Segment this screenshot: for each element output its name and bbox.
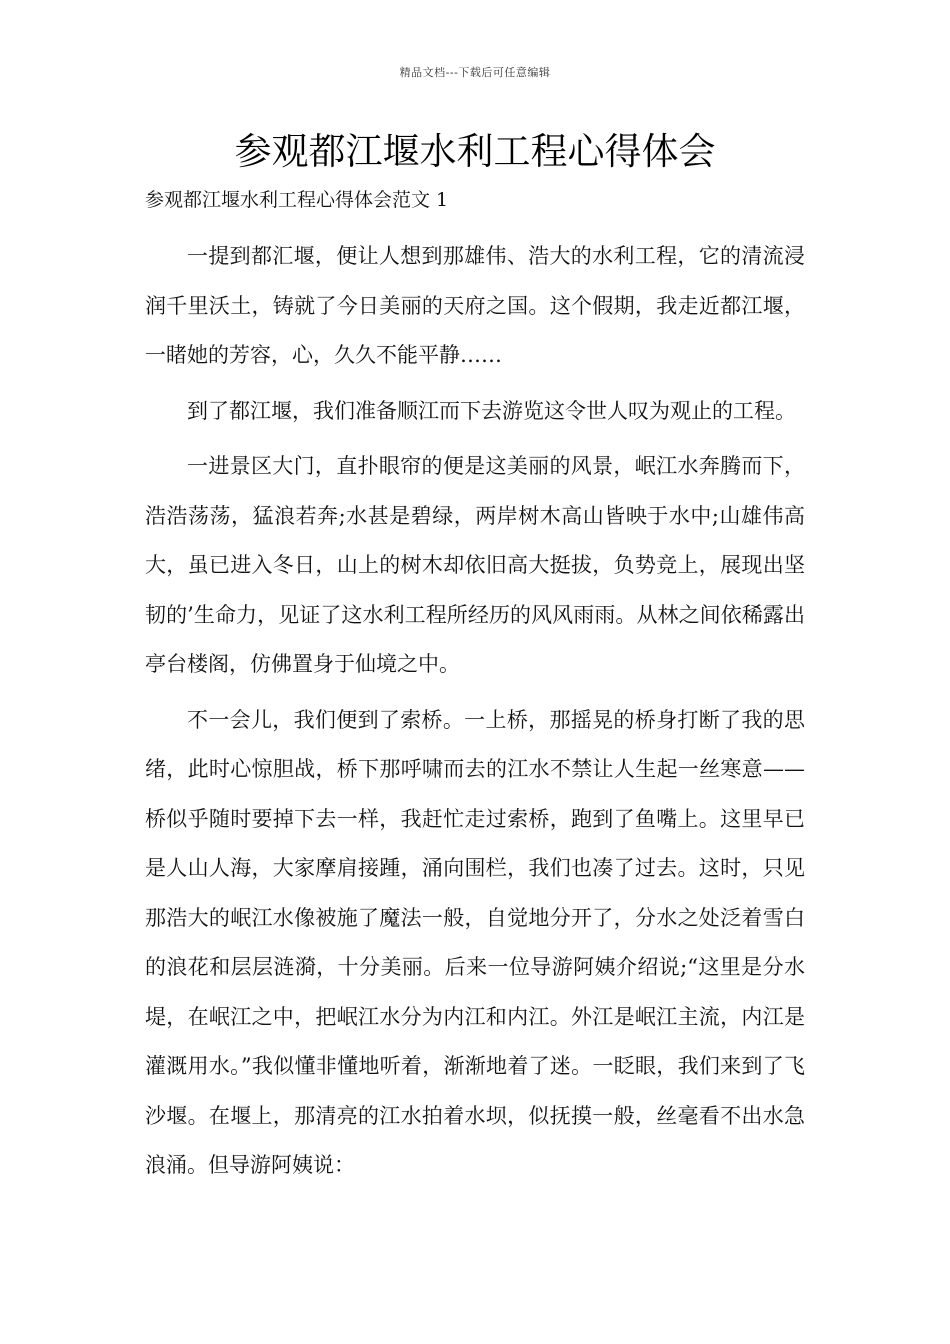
- document-title: 参观都江堰水利工程心得体会: [234, 130, 716, 173]
- paragraph: 不一会儿，我们便到了索桥。一上桥，那摇晃的桥身打断了我的思绪，此时心惊胆战，桥下那呼啸而去的江水不禁让人生起一丝寒意——桥似乎随时要掉下去一样，我赶忙走过索桥，跑到了鱼嘴上。这里早已是人山人海，大家摩肩接踵，涌向围栏，我们也凑了过去。这时，只见那浩大的岷江水像被施了魔法一般，自觉地分开了，分水之处泛着雪白的浪花和层层涟漪，十分美丽。后来一位导游阿姨介绍说;“这里是分水堤，在岷江之中，把岷江水分为内江和内江。外江是岷江主流，内江是灌溉用水。”我似懂非懂地听着，渐渐地着了迷。一眨眼，我们来到了飞沙堰。在堰上，那清亮的江水拍着水坝，似抚摸一般，丝毫看不出水急浪涌。但导游阿姨说：: [145, 707, 805, 1177]
- body-text: [145, 232, 805, 1197]
- paragraph: 一提到都汇堰，便让人想到那雄伟、浩大的水利工程，它的清流浸润千里沃土，铸就了今日美丽的天府之国。这个假期，我走近都江堰，一睹她的芳容，心，久久不能平静……: [145, 244, 805, 367]
- paragraph: 到了都江堰，我们准备顺江而下去游览这令世人叹为观止的工程。: [187, 398, 796, 423]
- header-note: 精品文档---下载后可任意编辑: [399, 66, 551, 79]
- document-subtitle: 参观都江堰水利工程心得体会范文 1: [145, 189, 449, 211]
- paragraph: 一进景区大门，直扑眼帘的便是这美丽的风景，岷江水奔腾而下，浩浩荡荡，猛浪若奔;水甚是碧绿，两岸树木高山皆映于水中;山雄伟高大，虽已进入冬日，山上的树木却依旧高大挺拔，负势竞上，展现出坚韧的’生命力，见证了这水利工程所经历的风风雨雨。从林之间依稀露出亭台楼阁，仿佛置身于仙境之中。: [145, 454, 805, 676]
